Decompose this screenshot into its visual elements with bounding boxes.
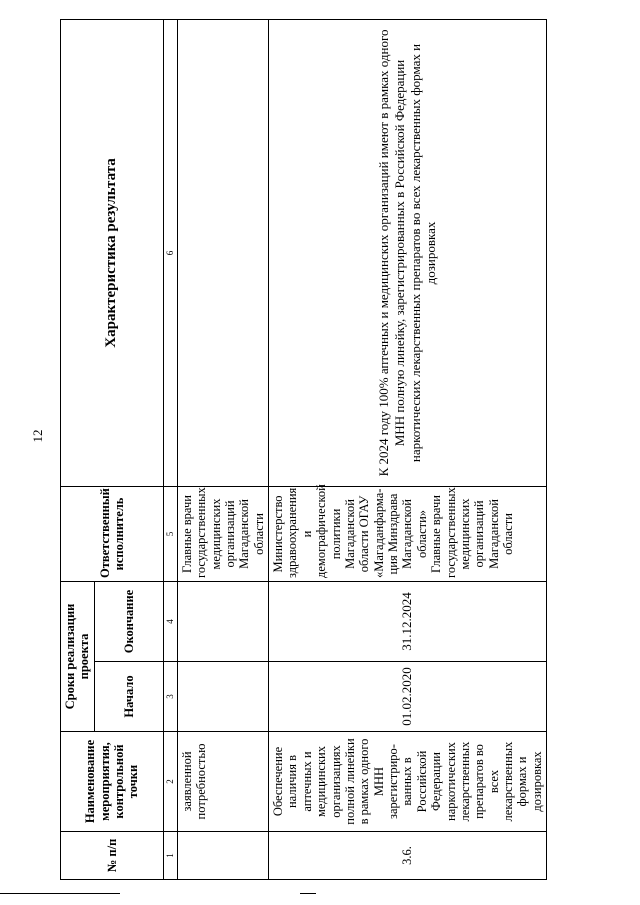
column-index: 3: [163, 662, 177, 732]
page-number: 12: [30, 429, 45, 443]
header-result: Характеристика результата: [61, 19, 164, 486]
row-result: [177, 19, 268, 486]
header-start: Начало: [94, 662, 163, 732]
plan-table: [60, 19, 547, 880]
header-name: Наименование мероприятия, контрольной точки: [61, 732, 164, 832]
header-row: [61, 19, 95, 879]
column-index: 4: [163, 581, 177, 661]
column-index: 6: [163, 19, 177, 486]
column-index-row: [163, 19, 177, 879]
footer-divider: [0, 893, 120, 894]
row-result: К 2024 году 100% аптечных и медицинских организаций имеют в рамках одного МНН полную линейку, зарегистрированных в Российской Федерации наркотических лекарственных препаратов во всех лекарственных формах и дозировках: [269, 19, 547, 486]
row-num: [177, 832, 268, 880]
row-name: заявленной потребностью: [177, 732, 268, 832]
column-index: 2: [163, 732, 177, 832]
header-timeline: Сроки реализации проекта: [61, 581, 95, 731]
column-index: 1: [163, 832, 177, 880]
row-responsible: Главные врачи государственных медицинских организаций Магаданской области: [177, 486, 268, 581]
rotated-page: [60, 20, 620, 880]
row-end: [177, 581, 268, 661]
row-start: [177, 662, 268, 732]
row-end: 31.12.2024: [269, 581, 547, 661]
table-container: [60, 20, 620, 880]
row-start: 01.02.2020: [269, 662, 547, 732]
table-row: [269, 19, 547, 879]
row-name: Обеспечение наличия в аптечных и медицинских организациях полной линейки в рамках одного МНН зарегистриро-ванных в Российской Федерации наркотических лекарственных препаратов во всех лекарственных формах и дозировках: [269, 732, 547, 832]
row-num: 3.6.: [269, 832, 547, 880]
table-row: [177, 19, 268, 879]
header-num: № п/п: [61, 832, 164, 880]
row-responsible: Министерство здравоохранения и демографической политики Магаданской области ОГАУ «Магаданфарма-ция Минздрава Магаданской области» Главные врачи государственных медицинских организаций Магаданской области: [269, 486, 547, 581]
header-end: Окончание: [94, 581, 163, 661]
header-responsible: Ответственный исполнитель: [61, 486, 164, 581]
footer-divider: [300, 893, 316, 894]
column-index: 5: [163, 486, 177, 581]
